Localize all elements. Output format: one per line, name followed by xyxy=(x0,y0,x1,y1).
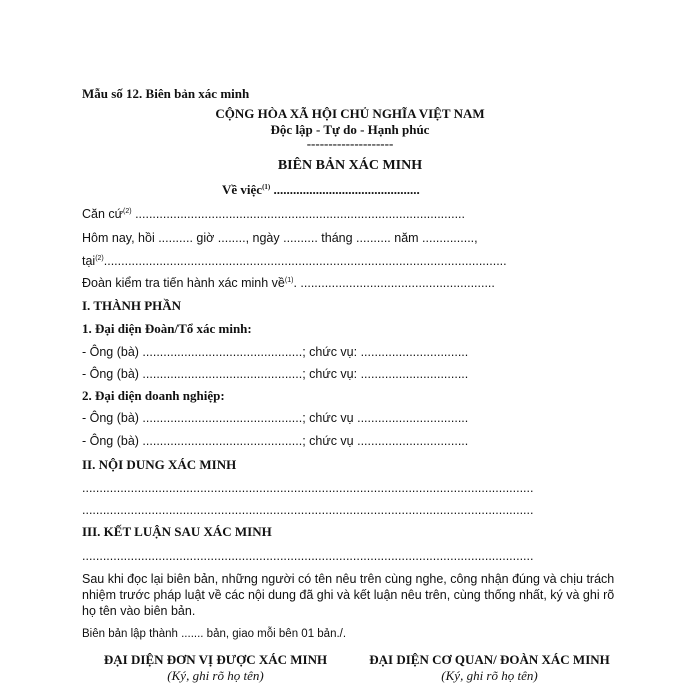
conclusion-line: .................................................................................................................................. xyxy=(82,549,534,563)
group-1-heading: 1. Đại diện Đoàn/Tổ xác minh: xyxy=(82,321,252,336)
signature-left-note: (Ký, ghi rõ họ tên) xyxy=(167,668,264,683)
group-1-row: - Ông (bà) ..............................................; chức vụ: ............................... xyxy=(82,345,469,359)
group-2-row: - Ông (bà) ..............................................; chức vụ ................................ xyxy=(82,411,469,425)
team-footnote: (1) xyxy=(284,277,294,284)
section-3-heading: III. KẾT LUẬN SAU XÁC MINH xyxy=(82,524,272,539)
closing-paragraph-line: họ tên vào biên bản. xyxy=(82,604,196,618)
date-time-line: Hôm nay, hồi .......... giờ ........, ngày .......... tháng .......... năm ..............., xyxy=(82,231,478,245)
closing-paragraph-line: nhiệm trước pháp luật về các nội dung đã ghi và kết luận nêu trên, cùng thống nhất, ký và ghi rõ xyxy=(82,588,615,602)
national-motto: Độc lập - Tự do - Hạnh phúc xyxy=(270,122,430,137)
signature-left-title: ĐẠI DIỆN ĐƠN VỊ ĐƯỢC XÁC MINH xyxy=(103,652,328,667)
subject-label: Về việc xyxy=(222,182,263,197)
section-1-heading: I. THÀNH PHẦN xyxy=(82,298,182,313)
basis-line xyxy=(82,206,465,222)
document-title: BIÊN BẢN XÁC MINH xyxy=(277,158,423,173)
team-text: Đoàn kiểm tra tiến hành xác minh về xyxy=(82,276,285,290)
signature-right-title: ĐẠI DIỆN CƠ QUAN/ ĐOÀN XÁC MINH xyxy=(369,652,610,667)
place-line xyxy=(82,253,507,269)
basis-dots: ............................................................................................... xyxy=(131,207,465,221)
group-2-row: - Ông (bà) ..............................................; chức vụ ................................ xyxy=(82,434,469,448)
country-name: CỘNG HÒA XÃ HỘI CHỦ NGHĨA VIỆT NAM xyxy=(215,106,485,121)
team-line xyxy=(82,275,495,291)
signature-left xyxy=(88,652,343,684)
basis-label: Căn cứ xyxy=(82,207,124,221)
content-line: .................................................................................................................................. xyxy=(82,481,534,495)
copies-line: Biên bản lập thành ....... bản, giao mỗi bên 01 bản./. xyxy=(82,628,347,640)
closing-paragraph-line: Sau khi đọc lại biên bản, những người có tên nêu trên cùng nghe, công nhận đúng và chịu trách xyxy=(82,572,615,586)
group-2-heading: 2. Đại diện doanh nghiệp: xyxy=(82,388,225,403)
content-line: .................................................................................................................................. xyxy=(82,503,534,517)
section-2-heading: II. NỘI DUNG XÁC MINH xyxy=(82,457,237,472)
signature-right xyxy=(352,652,627,684)
place-footnote: (2) xyxy=(95,255,104,262)
subject-footnote: (1) xyxy=(262,183,271,191)
place-dots: .................................................................................................................... xyxy=(103,254,507,268)
place-label: tại xyxy=(82,254,96,268)
header-divider: -------------------- xyxy=(306,136,394,151)
signature-right-note: (Ký, ghi rõ họ tên) xyxy=(441,668,538,683)
subject-dots: ............................................. xyxy=(270,182,420,197)
basis-footnote: (2) xyxy=(123,208,132,215)
form-label: Mẫu số 12. Biên bản xác minh xyxy=(82,86,250,101)
subject-line xyxy=(222,182,420,198)
team-dots: . ........................................................ xyxy=(293,276,495,290)
group-1-row: - Ông (bà) ..............................................; chức vụ: ............................... xyxy=(82,367,469,381)
